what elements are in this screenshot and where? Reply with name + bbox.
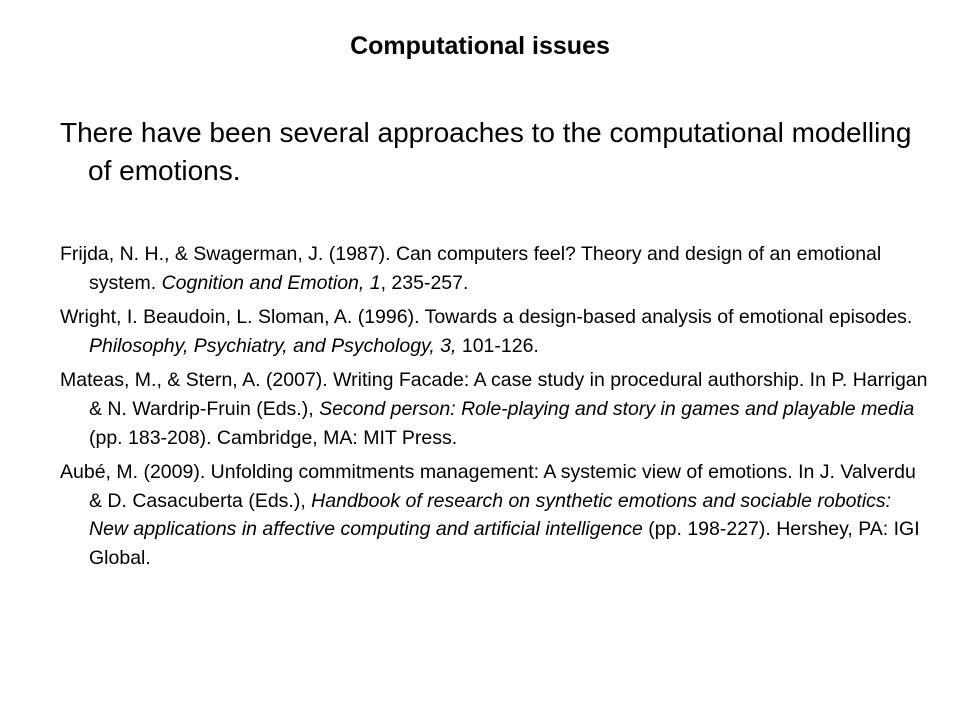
reference-item	[60, 366, 930, 452]
reference-source: Handbook of research on synthetic emotions and sociable robotics: New applications in affective computing and artificial intelligence	[89, 489, 892, 541]
reference-text: Frijda, N. H., & Swagerman, J. (1987). Can computers feel? Theory and design of an emotional system.	[60, 243, 882, 294]
reference-text: Wright, I. Beaudoin, L. Sloman, A. (1996). Towards a design-based analysis of emotional episodes.	[60, 306, 913, 329]
reference-pages: , 235-257.	[380, 271, 469, 294]
reference-list	[60, 240, 930, 579]
slide-title: Computational issues	[350, 32, 610, 60]
reference-source: Cognition and Emotion, 1	[161, 271, 381, 294]
intro-text: There have been several approaches to the computational modelling of emotions.	[60, 117, 912, 186]
reference-source: Second person: Role-playing and story in games and playable media	[319, 397, 915, 420]
reference-item	[60, 458, 930, 572]
reference-text: Mateas, M., & Stern, A. (2007). Writing Facade: A case study in procedural authorship. In P. Harrigan & N. Wardrip-Fruin (Eds.),	[60, 369, 928, 420]
reference-source: Philosophy, Psychiatry, and Psychology, 3,	[89, 334, 457, 357]
reference-text: Aubé, M. (2009). Unfolding commitments management: A systemic view of emotions. In J. Valverdu & D. Casacuberta (Eds.),	[60, 461, 916, 512]
reference-pages: 101-126.	[456, 334, 539, 357]
reference-pages: (pp. 183-208). Cambridge, MA: MIT Press.	[89, 426, 458, 449]
reference-pages: (pp. 198-227). Hershey, PA: IGI Global.	[89, 518, 920, 569]
reference-item	[60, 303, 930, 360]
reference-item	[60, 240, 930, 297]
